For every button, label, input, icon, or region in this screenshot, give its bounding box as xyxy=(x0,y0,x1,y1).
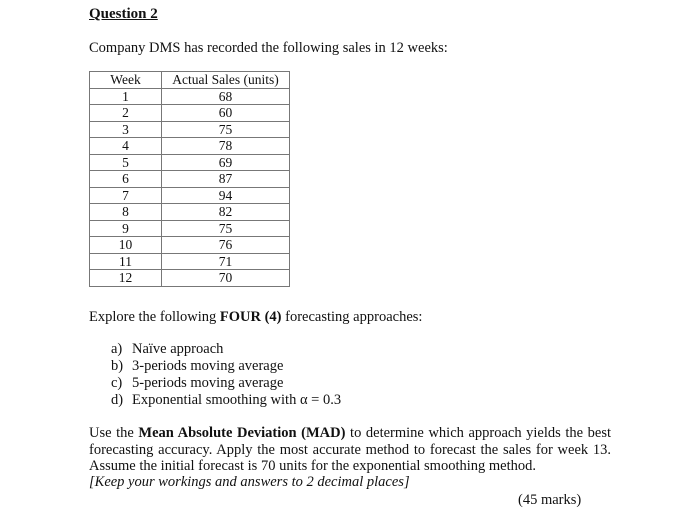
approach-text: Exponential smoothing with α = 0.3 xyxy=(132,392,342,408)
approach-text: Naïve approach xyxy=(132,341,224,357)
question-title: Question 2 xyxy=(89,6,158,22)
sales-cell: 87 xyxy=(162,171,290,188)
week-cell: 11 xyxy=(90,253,162,270)
instruction-prefix: Use the xyxy=(89,425,139,441)
table-row xyxy=(90,88,290,105)
table-row xyxy=(90,270,290,287)
marks-label: (45 marks) xyxy=(518,492,582,508)
sales-cell: 70 xyxy=(162,270,290,287)
list-item xyxy=(111,392,341,409)
sales-cell: 94 xyxy=(162,187,290,204)
instruction-line-3: Assume the initial forecast is 70 units for the exponential smoothing method. xyxy=(89,458,537,474)
sales-cell: 75 xyxy=(162,121,290,138)
table-row xyxy=(90,154,290,171)
week-cell: 12 xyxy=(90,270,162,287)
mad-term: Mean Absolute Deviation (MAD) xyxy=(138,425,346,441)
week-cell: 9 xyxy=(90,220,162,237)
table-row xyxy=(90,138,290,155)
week-cell: 6 xyxy=(90,171,162,188)
sales-cell: 75 xyxy=(162,220,290,237)
instruction-line-1 xyxy=(89,425,611,442)
list-item xyxy=(111,341,341,358)
list-item xyxy=(111,358,341,375)
approach-list xyxy=(111,341,341,409)
table-row xyxy=(90,204,290,221)
table-row xyxy=(90,105,290,122)
week-cell: 10 xyxy=(90,237,162,254)
list-item xyxy=(111,375,341,392)
week-cell: 2 xyxy=(90,105,162,122)
table-row xyxy=(90,171,290,188)
table-header-row xyxy=(90,72,290,89)
approach-label: d) xyxy=(111,392,124,408)
table-row xyxy=(90,121,290,138)
table-row xyxy=(90,253,290,270)
explore-suffix: forecasting approaches: xyxy=(281,309,423,325)
explore-count: FOUR (4) xyxy=(219,309,282,325)
sales-cell: 82 xyxy=(162,204,290,221)
approach-text: 3-periods moving average xyxy=(132,358,284,374)
week-cell: 7 xyxy=(90,187,162,204)
sales-cell: 78 xyxy=(162,138,290,155)
explore-prefix: Explore the following xyxy=(89,309,220,325)
week-cell: 4 xyxy=(90,138,162,155)
column-header-actual-sales: Actual Sales (units) xyxy=(162,72,290,89)
week-cell: 8 xyxy=(90,204,162,221)
sales-cell: 76 xyxy=(162,237,290,254)
approach-label: c) xyxy=(111,375,123,391)
sales-cell: 71 xyxy=(162,253,290,270)
table-row xyxy=(90,220,290,237)
approach-label: b) xyxy=(111,358,124,374)
approach-text: 5-periods moving average xyxy=(132,375,284,391)
instruction-suffix: to determine which approach yields the best xyxy=(345,425,612,441)
precision-note: [Keep your workings and answers to 2 decimal places] xyxy=(89,474,410,490)
instruction-paragraph xyxy=(89,425,611,475)
sales-cell: 68 xyxy=(162,88,290,105)
table-row xyxy=(90,237,290,254)
week-cell: 3 xyxy=(90,121,162,138)
week-cell: 5 xyxy=(90,154,162,171)
table-row xyxy=(90,187,290,204)
sales-cell: 69 xyxy=(162,154,290,171)
sales-table xyxy=(89,71,290,287)
instruction-line-2: forecasting accuracy. Apply the most accurate method to forecast the sales for week 13. xyxy=(89,441,611,458)
explore-statement xyxy=(89,309,422,326)
question-intro: Company DMS has recorded the following sales in 12 weeks: xyxy=(89,40,448,56)
sales-cell: 60 xyxy=(162,105,290,122)
approach-label: a) xyxy=(111,341,123,357)
week-cell: 1 xyxy=(90,88,162,105)
column-header-week: Week xyxy=(90,72,162,89)
